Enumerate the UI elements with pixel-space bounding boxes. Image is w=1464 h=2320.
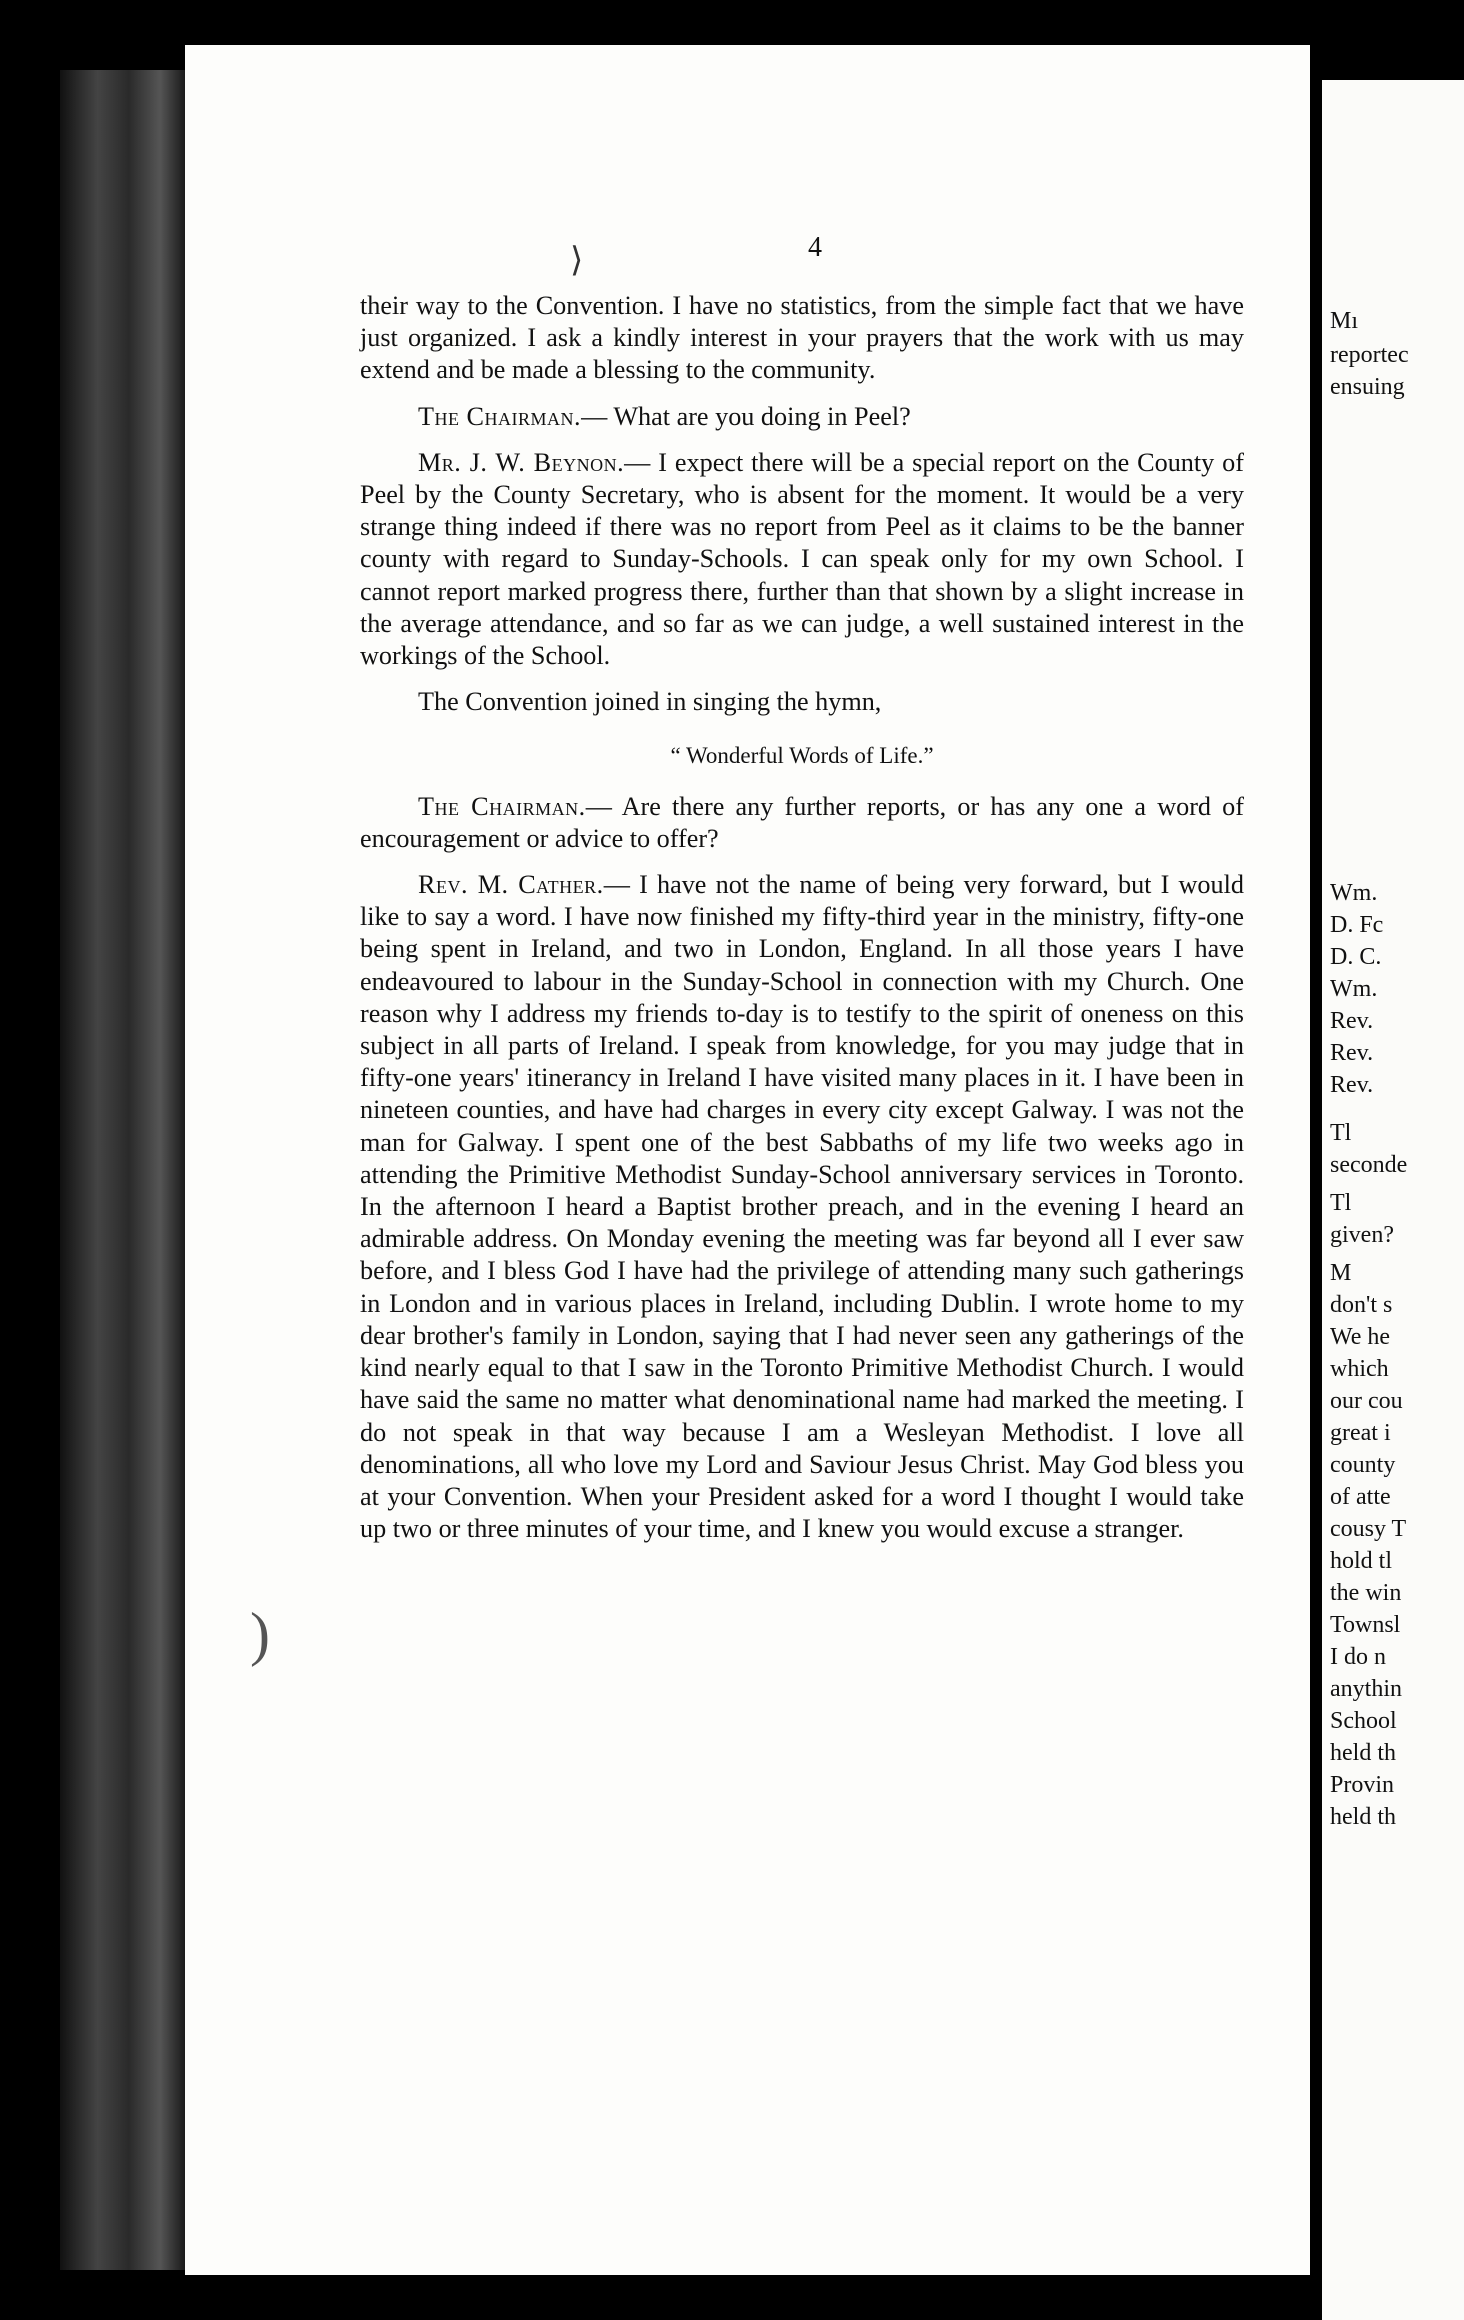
book-spine-shadow xyxy=(60,70,185,2270)
beynon-text: — I expect there will be a special report on the County of Peel by the County Secretary, who is absent for the moment. It would be a very strange thing indeed if there was no report from Peel as it claims to be the banner county with regard to Sunday-Schools. I can speak only for my own School. I cannot report marked progress there, further than that shown by a slight increase in the average attendance, and so far as we can judge, a well sustained interest in the workings of the School. xyxy=(360,447,1244,671)
right-fragment: M xyxy=(1330,1260,1352,1286)
right-fragment: Tl xyxy=(1330,1120,1352,1146)
right-fragment: We he xyxy=(1330,1324,1391,1350)
right-fragment: Wm. xyxy=(1330,880,1378,906)
right-fragment: Rev. xyxy=(1330,1040,1374,1066)
right-fragment: Tl xyxy=(1330,1190,1352,1216)
right-fragment: ensuing xyxy=(1330,374,1405,400)
right-fragment: Townsl xyxy=(1330,1612,1401,1638)
speaker-chairman: The Chairman. xyxy=(418,401,582,431)
paragraph-chairman-reports xyxy=(360,791,1244,855)
right-fragment: the win xyxy=(1330,1580,1402,1606)
speaker-beynon: Mr. J. W. Beynon. xyxy=(418,447,625,477)
right-fragment: reportec xyxy=(1330,342,1409,368)
right-fragment: held th xyxy=(1330,1740,1396,1766)
right-fragment: which xyxy=(1330,1356,1389,1382)
right-fragment: School xyxy=(1330,1708,1397,1734)
right-fragment: hold tl xyxy=(1330,1548,1393,1574)
right-fragment: D. C. xyxy=(1330,944,1382,970)
right-fragment: cousy T xyxy=(1330,1516,1407,1542)
right-fragment: Provin xyxy=(1330,1772,1395,1798)
right-fragment: of atte xyxy=(1330,1484,1391,1510)
paragraph-hymn-intro: The Convention joined in singing the hymn, xyxy=(418,687,882,717)
right-fragment: Rev. xyxy=(1330,1072,1374,1098)
right-fragment: Mı xyxy=(1330,308,1359,334)
paragraph-continued: their way to the Convention. I have no statistics, from the simple fact that we have just organized. I ask a kindly interest in your prayers that the work with us may extend and be made a blessing to the community. xyxy=(360,291,1244,385)
paragraph-chairman-question xyxy=(360,401,1244,433)
right-fragment: I do n xyxy=(1330,1644,1386,1670)
margin-bracket-mark: ) xyxy=(250,1601,270,1667)
paragraph-beynon xyxy=(360,447,1244,672)
right-fragment: Rev. xyxy=(1330,1008,1374,1034)
right-fragment: held th xyxy=(1330,1804,1396,1830)
right-fragment: seconde xyxy=(1330,1152,1408,1178)
hymn-title: “ Wonderful Words of Life.” xyxy=(670,743,934,769)
page-number: 4 xyxy=(808,232,822,263)
right-fragment: D. Fc xyxy=(1330,912,1384,938)
chairman-reports-text: — Are there any further reports, or has any one a word of encouragement or advice to offer? xyxy=(360,791,1244,853)
chairman-question-text: — What are you doing in Peel? xyxy=(581,401,911,431)
page-text xyxy=(360,290,1244,1545)
pencil-mark: ⟩ xyxy=(570,242,584,279)
right-fragment: great i xyxy=(1330,1420,1391,1446)
paragraph-cather xyxy=(360,869,1244,1545)
right-fragment: given? xyxy=(1330,1222,1394,1248)
cather-text: — I have not the name of being very forward, but I would like to say a word. I have now finished my fifty-third year in the ministry, fifty-one being spent in Ireland, and two in London, England. In all those years I have endeavoured to labour in the Sunday-School in connection with my Church. One reason why I address my friends to-day is to testify to the spirit of oneness on this subject in all parts of Ireland. I speak from knowledge, for you may judge that in fifty-one years' itinerancy in Ireland I have visited many places in it. I have been in nineteen counties, and have had charges in every city except Galway. I was not the man for Galway. I spent one of the best Sabbaths of my life two weeks ago in attending the Primitive Methodist Sunday-School anniversary services in Toronto. In the afternoon I heard a Baptist brother preach, and in the evening I heard an admirable address. On Monday evening the meeting was far beyond all I ever saw before, and I bless God I have had the privilege of attending many such gatherings in London and in various places in Ireland, including Dublin. I wrote home to my dear brother's family in London, saying that I had never seen any gatherings of the kind nearly equal to that I saw in the Toronto Primitive Methodist Church. I would have said the same no matter what denominational name had marked the meeting. I do not speak in that way because I am a Wesleyan Methodist. I love all denominations, all who love my Lord and Saviour Jesus Christ. May God bless you at your Convention. When your President asked for a word I thought I would take up two or three minutes of your time, and I knew you would excuse a stranger. xyxy=(360,870,1244,1544)
speaker-chairman-2: The Chairman. xyxy=(418,791,586,821)
right-fragment: Wm. xyxy=(1330,976,1378,1002)
right-fragment: don't s xyxy=(1330,1292,1393,1318)
right-fragment: anythin xyxy=(1330,1676,1402,1702)
right-fragment: our cou xyxy=(1330,1388,1403,1414)
right-page-edge xyxy=(1322,80,1464,2320)
speaker-cather: Rev. M. Cather. xyxy=(418,870,604,900)
right-fragment: county xyxy=(1330,1452,1396,1478)
